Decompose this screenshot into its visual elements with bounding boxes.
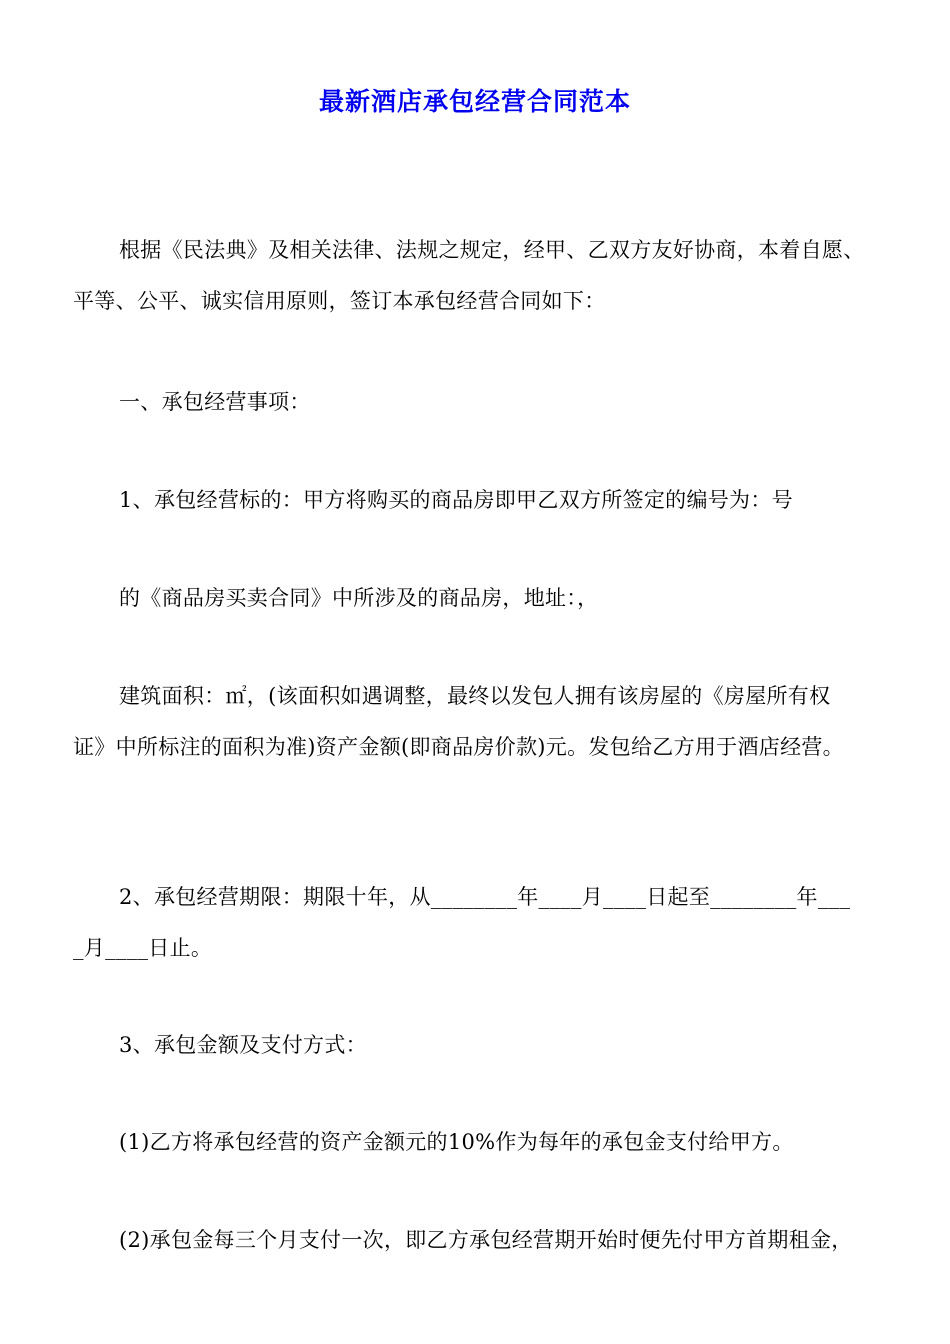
paragraph-line: _月____日止。 (73, 936, 213, 960)
clause-3-item-1 (73, 1117, 893, 1168)
paragraph-line: 2、承包经营期限：期限十年，从________年____月____日起至________年___ (119, 885, 851, 909)
clause-1-subject (73, 475, 893, 526)
section-heading-1 (73, 377, 893, 428)
paragraph-line: 一、承包经营事项： (119, 390, 311, 414)
clause-1-contract-reference (73, 573, 893, 624)
clause-3-heading (73, 1020, 893, 1071)
paragraph-line: 1、承包经营标的：甲方将购买的商品房即甲乙双方所签定的编号为：号 (119, 488, 793, 512)
paragraph-line: 3、承包金额及支付方式： (119, 1033, 367, 1057)
paragraph-line: (1)乙方将承包经营的资产金额元的10%作为每年的承包金支付给甲方。 (119, 1130, 794, 1154)
clause-2-term (73, 872, 893, 974)
paragraph-preamble (73, 225, 893, 327)
document-title: 最新酒店承包经营合同范本 (318, 87, 631, 116)
paragraph-line: 根据《民法典》及相关法律、法规之规定，经甲、乙双方友好协商，本着自愿、 (119, 238, 865, 262)
paragraph-line: 建筑面积：㎡，(该面积如遇调整，最终以发包人拥有该房屋的《房屋所有权 (119, 684, 831, 708)
paragraph-line: 平等、公平、诚实信用原则，签订本承包经营合同如下： (73, 289, 606, 313)
paragraph-line: 证》中所标注的面积为准)资产金额(即商品房价款)元。发包给乙方用于酒店经营。 (73, 735, 844, 759)
clause-1-area (73, 671, 893, 773)
clause-3-item-2 (73, 1215, 893, 1266)
paragraph-line: (2)承包金每三个月支付一次，即乙方承包经营期开始时便先付甲方首期租金， (119, 1228, 853, 1252)
paragraph-line: 的《商品房买卖合同》中所涉及的商品房，地址：， (119, 586, 599, 610)
